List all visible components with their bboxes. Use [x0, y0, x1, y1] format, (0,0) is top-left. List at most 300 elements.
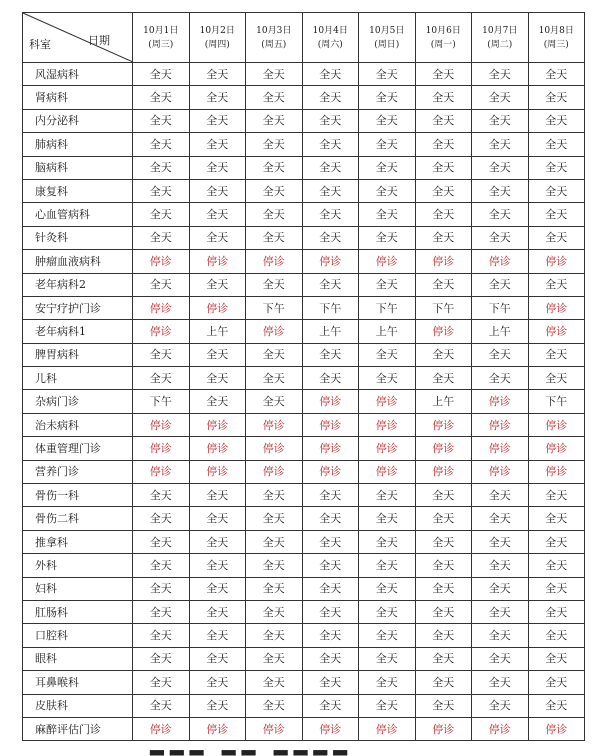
status-cell: 全天 [246, 554, 303, 577]
status-cell: 全天 [189, 179, 246, 202]
status-cell: 全天 [528, 577, 585, 600]
status-cell: 全天 [133, 133, 190, 156]
status-cell: 全天 [359, 179, 416, 202]
status-cell: 全天 [415, 179, 472, 202]
status-cell-closed: 停诊 [472, 250, 529, 273]
status-cell: 下午 [359, 296, 416, 319]
table-row [23, 600, 585, 623]
status-cell: 全天 [472, 179, 529, 202]
status-cell: 全天 [133, 624, 190, 647]
status-cell: 全天 [133, 600, 190, 623]
footer-title-fragment: ▂▂▂ ▂▂ ▂▂▂▂ [150, 735, 354, 756]
table-row [23, 320, 585, 343]
status-cell-closed: 停诊 [528, 296, 585, 319]
status-cell: 全天 [472, 577, 529, 600]
status-cell-closed: 停诊 [472, 390, 529, 413]
status-cell: 全天 [528, 554, 585, 577]
status-cell: 全天 [359, 109, 416, 132]
status-cell: 全天 [189, 694, 246, 717]
dept-name-cell: 口腔科 [23, 624, 133, 647]
status-cell: 全天 [246, 390, 303, 413]
status-cell: 全天 [415, 63, 472, 86]
status-cell-closed: 停诊 [133, 460, 190, 483]
status-cell: 下午 [528, 390, 585, 413]
status-cell: 全天 [189, 530, 246, 553]
status-cell: 全天 [415, 554, 472, 577]
status-cell: 全天 [359, 226, 416, 249]
status-cell-closed: 停诊 [472, 413, 529, 436]
day-date: 10月3日 [256, 25, 292, 36]
status-cell-closed: 停诊 [189, 717, 246, 740]
day-header-5 [359, 13, 416, 63]
status-cell-closed: 停诊 [528, 320, 585, 343]
status-cell-closed: 停诊 [189, 296, 246, 319]
dept-name-cell: 体重管理门诊 [23, 437, 133, 460]
status-cell: 全天 [415, 484, 472, 507]
day-header-7 [472, 13, 529, 63]
status-cell: 全天 [133, 226, 190, 249]
status-cell: 全天 [302, 86, 359, 109]
status-cell: 全天 [359, 671, 416, 694]
status-cell: 全天 [302, 343, 359, 366]
status-cell: 全天 [302, 226, 359, 249]
status-cell: 全天 [189, 600, 246, 623]
table-row [23, 86, 585, 109]
day-weekday: (周三) [543, 39, 569, 50]
status-cell: 全天 [133, 484, 190, 507]
status-cell: 全天 [472, 133, 529, 156]
status-cell: 全天 [302, 109, 359, 132]
status-cell-closed: 停诊 [189, 460, 246, 483]
status-cell: 全天 [246, 109, 303, 132]
dept-name-cell: 麻醉评估门诊 [23, 717, 133, 740]
status-cell: 全天 [189, 133, 246, 156]
status-cell: 全天 [246, 624, 303, 647]
status-cell: 全天 [302, 273, 359, 296]
status-cell: 全天 [472, 63, 529, 86]
dept-name-cell: 骨伤二科 [23, 507, 133, 530]
status-cell: 全天 [189, 390, 246, 413]
day-header-1 [133, 13, 190, 63]
table-row [23, 156, 585, 179]
status-cell: 全天 [133, 179, 190, 202]
status-cell-closed: 停诊 [415, 437, 472, 460]
status-cell: 全天 [528, 156, 585, 179]
day-weekday: (周一) [430, 39, 456, 50]
status-cell: 全天 [133, 63, 190, 86]
status-cell: 全天 [472, 507, 529, 530]
status-cell: 全天 [189, 367, 246, 390]
status-cell: 全天 [415, 156, 472, 179]
status-cell: 全天 [133, 554, 190, 577]
day-date: 10月1日 [143, 25, 179, 36]
dept-name-cell: 推拿科 [23, 530, 133, 553]
status-cell: 全天 [472, 694, 529, 717]
status-cell: 下午 [302, 296, 359, 319]
status-cell: 全天 [528, 694, 585, 717]
status-cell: 全天 [359, 203, 416, 226]
dept-name-cell: 脾胃病科 [23, 343, 133, 366]
status-cell: 全天 [133, 203, 190, 226]
status-cell: 全天 [133, 647, 190, 670]
status-cell: 全天 [528, 63, 585, 86]
status-cell-closed: 停诊 [528, 250, 585, 273]
dept-name-cell: 老年病科1 [23, 320, 133, 343]
status-cell: 全天 [415, 530, 472, 553]
status-cell: 全天 [246, 507, 303, 530]
status-cell: 全天 [189, 507, 246, 530]
status-cell-closed: 停诊 [133, 320, 190, 343]
table-row [23, 554, 585, 577]
status-cell-closed: 停诊 [528, 460, 585, 483]
status-cell: 全天 [302, 63, 359, 86]
day-weekday: (周五) [261, 39, 287, 50]
status-cell: 全天 [472, 554, 529, 577]
table-row [23, 437, 585, 460]
status-cell: 全天 [528, 133, 585, 156]
status-cell-closed: 停诊 [415, 413, 472, 436]
status-cell: 全天 [189, 647, 246, 670]
status-cell-closed: 停诊 [133, 250, 190, 273]
status-cell: 全天 [246, 647, 303, 670]
status-cell: 全天 [302, 647, 359, 670]
status-cell-closed: 停诊 [359, 413, 416, 436]
dept-name-cell: 眼科 [23, 647, 133, 670]
status-cell: 全天 [189, 577, 246, 600]
status-cell: 下午 [133, 390, 190, 413]
day-date: 10月4日 [312, 25, 348, 36]
dept-name-cell: 针灸科 [23, 226, 133, 249]
table-row [23, 179, 585, 202]
status-cell-closed: 停诊 [246, 320, 303, 343]
status-cell: 上午 [302, 320, 359, 343]
dept-name-cell: 骨伤一科 [23, 484, 133, 507]
status-cell: 全天 [528, 226, 585, 249]
status-cell-closed: 停诊 [528, 413, 585, 436]
table-row [23, 109, 585, 132]
status-cell: 全天 [302, 156, 359, 179]
status-cell: 全天 [302, 671, 359, 694]
schedule-table [22, 12, 585, 741]
status-cell: 全天 [189, 156, 246, 179]
status-cell: 全天 [415, 226, 472, 249]
status-cell: 全天 [246, 530, 303, 553]
status-cell: 全天 [472, 156, 529, 179]
table-row [23, 460, 585, 483]
dept-name-cell: 肾病科 [23, 86, 133, 109]
status-cell-closed: 停诊 [302, 390, 359, 413]
day-header-8 [528, 13, 585, 63]
status-cell: 全天 [472, 86, 529, 109]
day-weekday: (周四) [204, 39, 230, 50]
day-weekday: (周六) [317, 39, 343, 50]
status-cell-closed: 停诊 [302, 413, 359, 436]
status-cell: 全天 [415, 273, 472, 296]
day-date: 10月7日 [482, 25, 518, 36]
status-cell: 全天 [472, 530, 529, 553]
status-cell-closed: 停诊 [302, 717, 359, 740]
status-cell: 全天 [359, 484, 416, 507]
dept-name-cell: 心血管病科 [23, 203, 133, 226]
status-cell: 全天 [359, 600, 416, 623]
status-cell: 全天 [133, 156, 190, 179]
status-cell: 全天 [359, 156, 416, 179]
dept-name-cell: 耳鼻喉科 [23, 671, 133, 694]
status-cell: 全天 [302, 577, 359, 600]
status-cell: 全天 [189, 63, 246, 86]
corner-header-cell [23, 13, 133, 63]
status-cell: 全天 [359, 624, 416, 647]
status-cell-closed: 停诊 [302, 460, 359, 483]
status-cell: 全天 [472, 367, 529, 390]
status-cell-closed: 停诊 [189, 250, 246, 273]
status-cell-closed: 停诊 [133, 717, 190, 740]
status-cell: 全天 [528, 530, 585, 553]
table-row [23, 577, 585, 600]
day-date: 10月6日 [425, 25, 461, 36]
status-cell: 全天 [528, 86, 585, 109]
table-row [23, 226, 585, 249]
status-cell: 全天 [246, 484, 303, 507]
status-cell: 全天 [189, 109, 246, 132]
status-cell: 全天 [302, 600, 359, 623]
table-row [23, 390, 585, 413]
dept-name-cell: 外科 [23, 554, 133, 577]
status-cell: 全天 [359, 273, 416, 296]
corner-dept-label: 科室 [29, 38, 51, 51]
day-weekday: (周二) [487, 39, 513, 50]
status-cell-closed: 停诊 [133, 296, 190, 319]
status-cell: 上午 [359, 320, 416, 343]
table-row [23, 273, 585, 296]
dept-name-cell: 妇科 [23, 577, 133, 600]
status-cell: 全天 [415, 109, 472, 132]
table-row [23, 413, 585, 436]
table-row [23, 694, 585, 717]
status-cell: 下午 [415, 296, 472, 319]
status-cell-closed: 停诊 [133, 437, 190, 460]
table-row [23, 203, 585, 226]
status-cell: 全天 [415, 624, 472, 647]
status-cell: 上午 [472, 320, 529, 343]
table-row [23, 671, 585, 694]
status-cell: 全天 [302, 694, 359, 717]
status-cell: 全天 [472, 647, 529, 670]
status-cell: 下午 [472, 296, 529, 319]
dept-name-cell: 儿科 [23, 367, 133, 390]
status-cell: 全天 [302, 367, 359, 390]
status-cell: 全天 [133, 671, 190, 694]
status-cell: 全天 [472, 624, 529, 647]
status-cell-closed: 停诊 [359, 437, 416, 460]
status-cell: 上午 [189, 320, 246, 343]
status-cell: 全天 [472, 273, 529, 296]
status-cell: 全天 [528, 367, 585, 390]
table-row [23, 624, 585, 647]
status-cell: 全天 [528, 671, 585, 694]
status-cell: 全天 [246, 694, 303, 717]
dept-name-cell: 安宁疗护门诊 [23, 296, 133, 319]
status-cell: 全天 [189, 226, 246, 249]
status-cell-closed: 停诊 [528, 437, 585, 460]
status-cell: 全天 [189, 624, 246, 647]
status-cell-closed: 停诊 [415, 460, 472, 483]
status-cell-closed: 停诊 [528, 717, 585, 740]
dept-name-cell: 内分泌科 [23, 109, 133, 132]
status-cell: 全天 [472, 203, 529, 226]
header-row [23, 13, 585, 63]
table-row [23, 63, 585, 86]
status-cell: 全天 [528, 203, 585, 226]
cropped-footer-title [0, 735, 600, 756]
status-cell: 全天 [189, 484, 246, 507]
status-cell-closed: 停诊 [359, 717, 416, 740]
status-cell: 全天 [302, 133, 359, 156]
status-cell: 全天 [472, 343, 529, 366]
status-cell: 全天 [415, 647, 472, 670]
status-cell: 全天 [133, 273, 190, 296]
status-cell: 全天 [415, 86, 472, 109]
status-cell: 全天 [415, 343, 472, 366]
status-cell: 全天 [133, 507, 190, 530]
status-cell: 全天 [133, 577, 190, 600]
status-cell: 全天 [359, 63, 416, 86]
status-cell-closed: 停诊 [302, 437, 359, 460]
status-cell: 全天 [472, 109, 529, 132]
status-cell: 全天 [472, 671, 529, 694]
status-cell-closed: 停诊 [359, 390, 416, 413]
status-cell-closed: 停诊 [189, 413, 246, 436]
status-cell: 全天 [359, 343, 416, 366]
dept-name-cell: 肿瘤血液病科 [23, 250, 133, 273]
status-cell: 全天 [472, 226, 529, 249]
status-cell-closed: 停诊 [133, 413, 190, 436]
status-cell: 全天 [189, 671, 246, 694]
status-cell: 全天 [528, 624, 585, 647]
status-cell: 全天 [415, 203, 472, 226]
status-cell: 全天 [472, 484, 529, 507]
status-cell: 全天 [189, 86, 246, 109]
status-cell: 全天 [528, 507, 585, 530]
status-cell-closed: 停诊 [246, 250, 303, 273]
status-cell: 全天 [415, 671, 472, 694]
table-row [23, 367, 585, 390]
status-cell: 全天 [302, 203, 359, 226]
status-cell: 全天 [246, 577, 303, 600]
day-weekday: (周三) [148, 39, 174, 50]
status-cell-closed: 停诊 [189, 437, 246, 460]
status-cell-closed: 停诊 [302, 250, 359, 273]
table-row [23, 250, 585, 273]
status-cell: 全天 [246, 156, 303, 179]
status-cell: 全天 [133, 694, 190, 717]
dept-name-cell: 皮肤科 [23, 694, 133, 717]
status-cell: 全天 [359, 647, 416, 670]
status-cell: 全天 [528, 647, 585, 670]
status-cell: 全天 [133, 86, 190, 109]
day-header-6 [415, 13, 472, 63]
status-cell: 全天 [189, 343, 246, 366]
status-cell: 全天 [302, 484, 359, 507]
status-cell: 全天 [415, 600, 472, 623]
status-cell: 全天 [189, 273, 246, 296]
status-cell: 全天 [302, 624, 359, 647]
table-row [23, 507, 585, 530]
status-cell: 全天 [302, 179, 359, 202]
status-cell: 全天 [302, 530, 359, 553]
status-cell-closed: 停诊 [472, 460, 529, 483]
status-cell: 全天 [359, 367, 416, 390]
dept-name-cell: 风湿病科 [23, 63, 133, 86]
table-row [23, 343, 585, 366]
status-cell: 全天 [415, 577, 472, 600]
status-cell: 全天 [302, 507, 359, 530]
status-cell: 全天 [302, 554, 359, 577]
status-cell-closed: 停诊 [415, 250, 472, 273]
status-cell: 全天 [189, 203, 246, 226]
status-cell: 全天 [246, 367, 303, 390]
status-cell-closed: 停诊 [246, 437, 303, 460]
status-cell: 全天 [246, 203, 303, 226]
dept-name-cell: 肺病科 [23, 133, 133, 156]
status-cell: 全天 [359, 86, 416, 109]
status-cell: 全天 [133, 530, 190, 553]
status-cell: 全天 [359, 133, 416, 156]
dept-name-cell: 治未病科 [23, 413, 133, 436]
status-cell: 全天 [246, 343, 303, 366]
day-weekday: (周日) [374, 39, 400, 50]
status-cell-closed: 停诊 [246, 460, 303, 483]
day-header-4 [302, 13, 359, 63]
day-header-2 [189, 13, 246, 63]
status-cell: 全天 [359, 507, 416, 530]
status-cell: 全天 [472, 600, 529, 623]
status-cell: 全天 [528, 179, 585, 202]
status-cell: 全天 [246, 179, 303, 202]
status-cell: 全天 [415, 367, 472, 390]
status-cell: 全天 [359, 577, 416, 600]
status-cell-closed: 停诊 [246, 717, 303, 740]
status-cell: 下午 [246, 296, 303, 319]
status-cell: 全天 [359, 554, 416, 577]
status-cell: 全天 [528, 343, 585, 366]
status-cell: 上午 [415, 390, 472, 413]
status-cell: 全天 [246, 86, 303, 109]
status-cell-closed: 停诊 [359, 460, 416, 483]
day-date: 10月2日 [199, 25, 235, 36]
status-cell: 全天 [246, 63, 303, 86]
status-cell: 全天 [528, 600, 585, 623]
status-cell-closed: 停诊 [246, 413, 303, 436]
status-cell: 全天 [246, 133, 303, 156]
table-row [23, 296, 585, 319]
status-cell: 全天 [246, 671, 303, 694]
status-cell: 全天 [528, 484, 585, 507]
status-cell-closed: 停诊 [415, 717, 472, 740]
status-cell: 全天 [359, 530, 416, 553]
status-cell: 全天 [528, 109, 585, 132]
status-cell: 全天 [246, 273, 303, 296]
day-date: 10月5日 [369, 25, 405, 36]
status-cell-closed: 停诊 [359, 250, 416, 273]
table-row [23, 484, 585, 507]
day-date: 10月8日 [538, 25, 574, 36]
status-cell: 全天 [133, 367, 190, 390]
status-cell: 全天 [359, 694, 416, 717]
status-cell: 全天 [189, 554, 246, 577]
status-cell: 全天 [133, 343, 190, 366]
status-cell: 全天 [246, 226, 303, 249]
